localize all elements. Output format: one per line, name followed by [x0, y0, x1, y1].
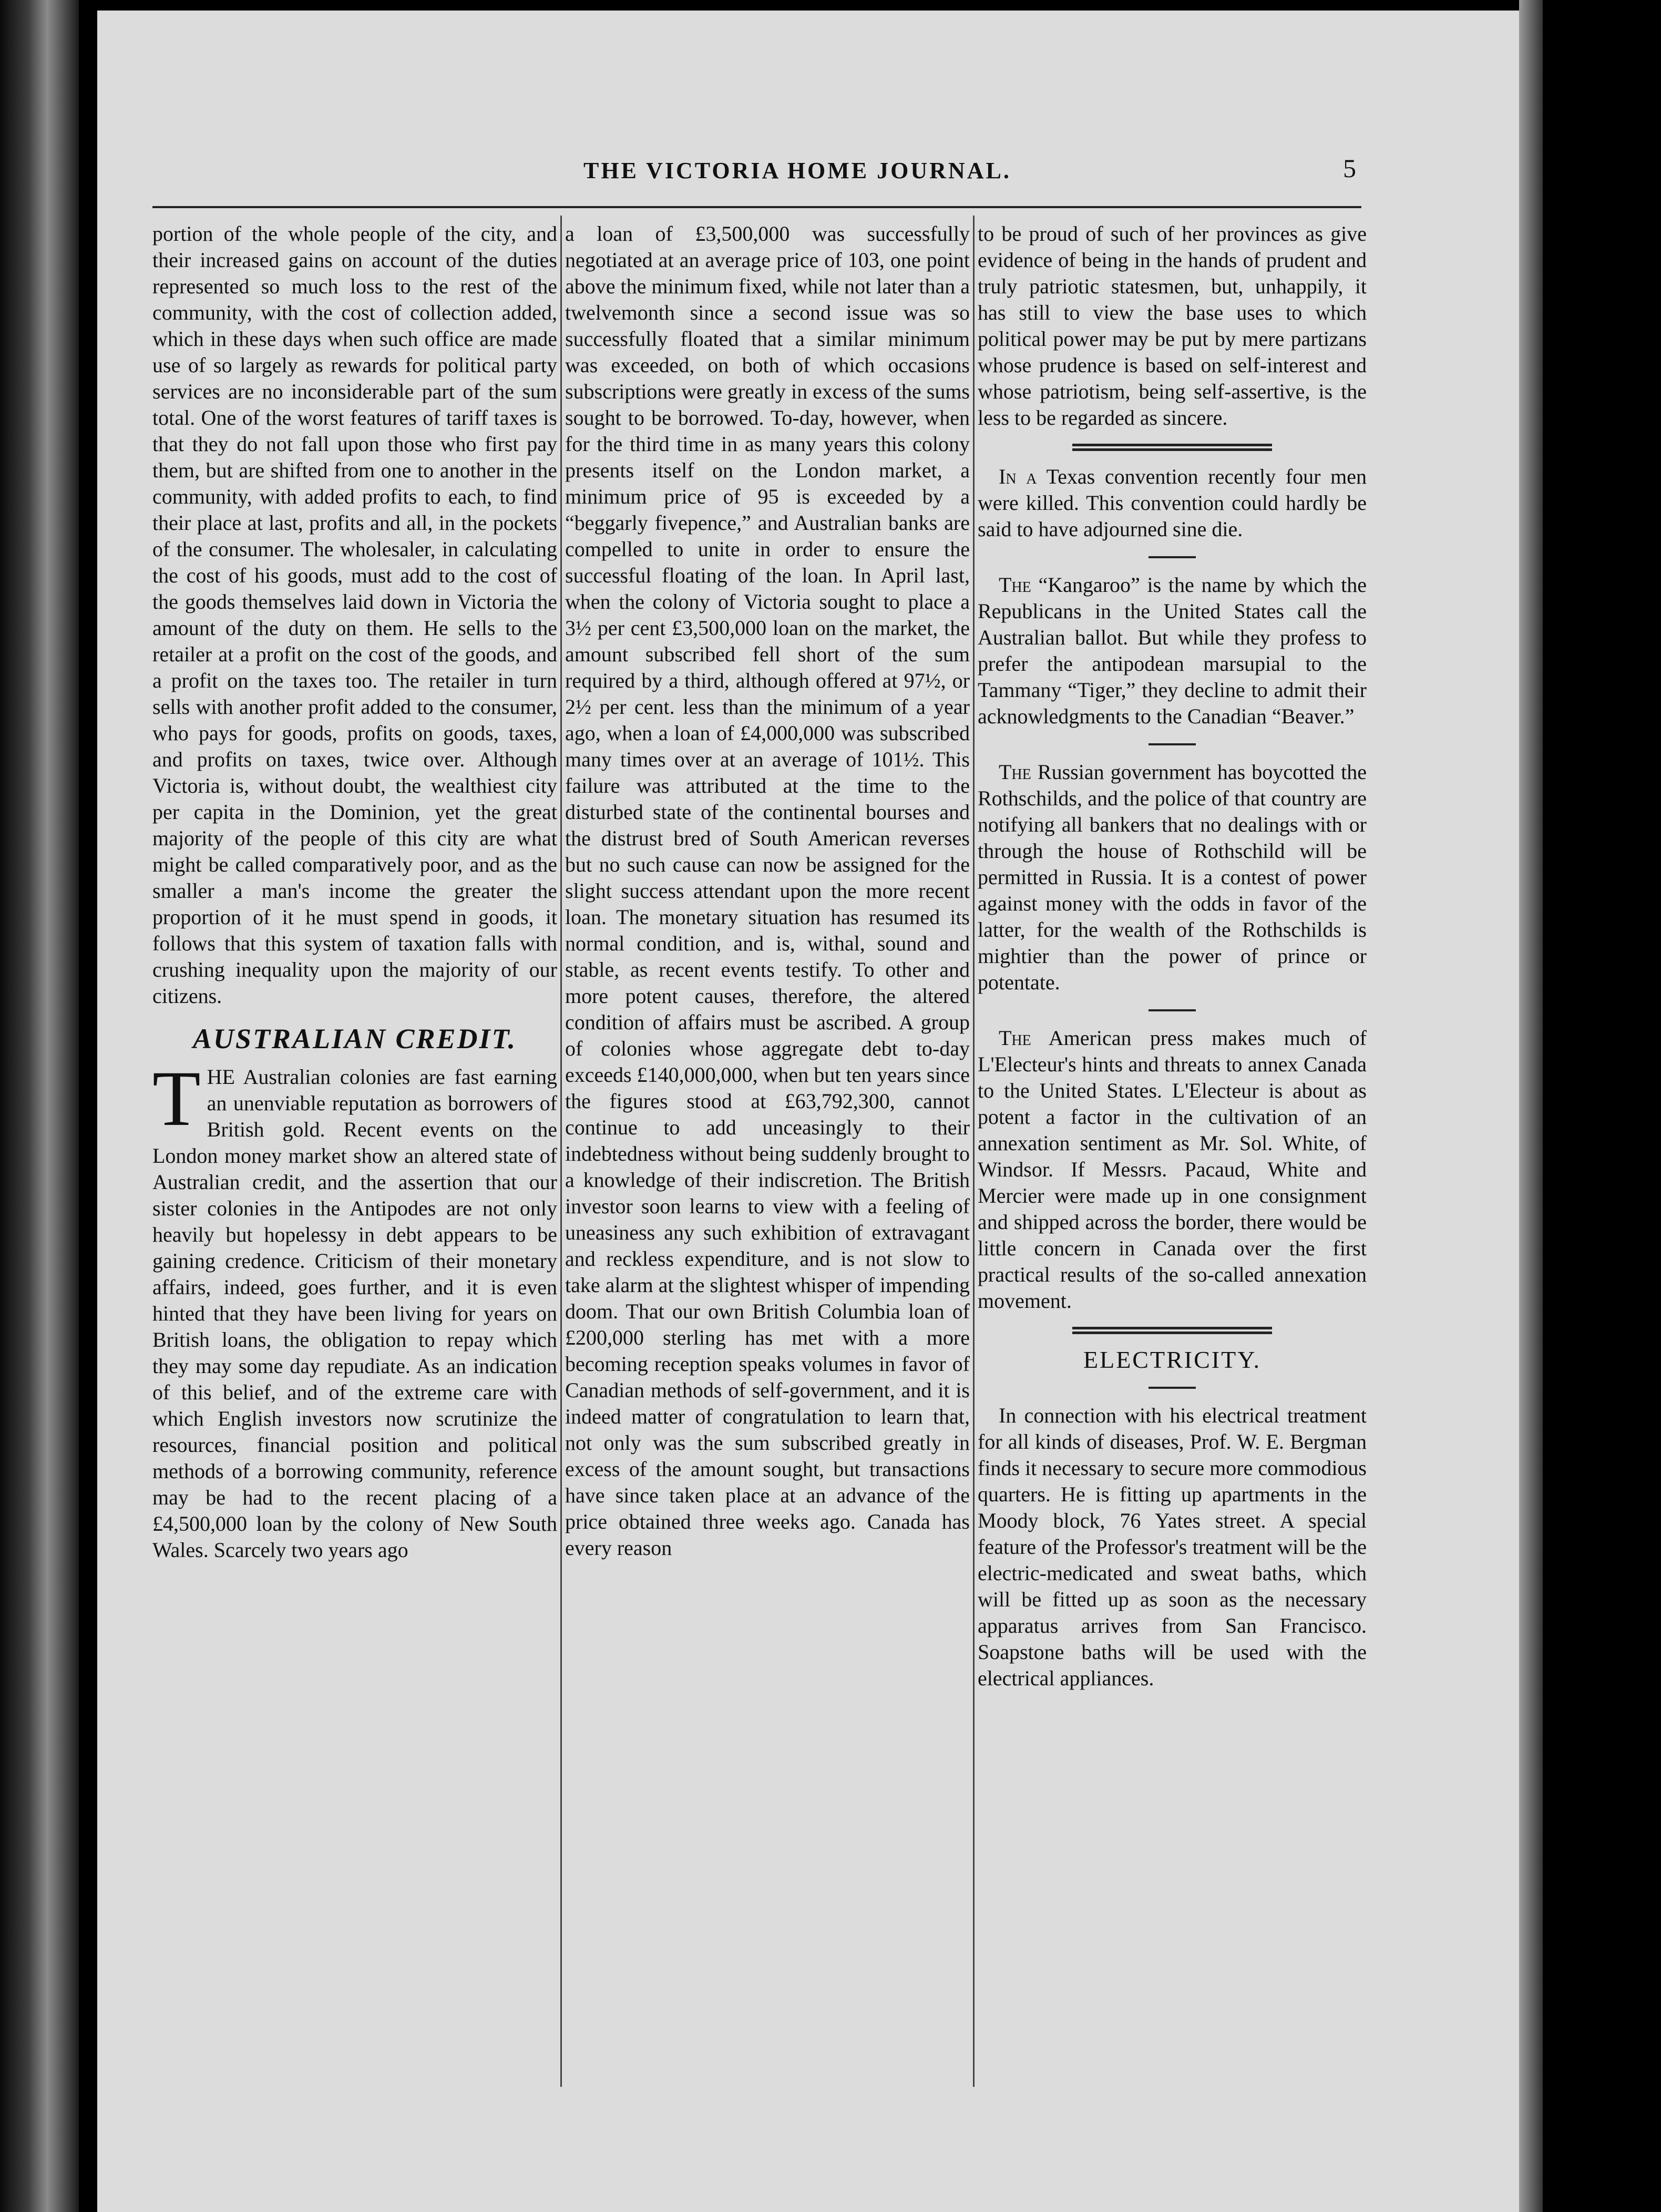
article-text: [152, 1055, 557, 1563]
article-text: In connection with his electrical treatment for all kinds of diseases, Prof. W. E. Bergman finds it necessary to secure more commodious quarters. He is fitting up apartments in the Moody block, 76 Yates street. A special feature of the Professor's treatment will be the electric-medicated and sweat baths, which will be fitted up as soon as the necessary apparatus arrives from San Francisco. Soapstone baths will be used with the electrical appliances.: [978, 1404, 1367, 1690]
book-edge: [1519, 0, 1543, 2212]
news-text: American press makes much of L'Electeur's hints and threats to annex Canada to the United States. L'Electeur is about as potent a factor in the cultivation of an annexation sentiment as Mr. Sol. White, of Windsor. If Messrs. Pacaud, White and Mercier were made up in one consignment and shipped across the border, there would be little concern in Canada over the first practical results of the so-called annexation movement.: [978, 1026, 1367, 1313]
lead-word: The: [999, 1026, 1031, 1050]
news-item: [978, 464, 1367, 542]
news-item: [978, 572, 1367, 730]
header-rule: [152, 206, 1361, 208]
article-headline: AUSTRALIAN CREDIT.: [192, 1023, 517, 1054]
section-rule: [1072, 1327, 1272, 1334]
journal-title: THE VICTORIA HOME JOURNAL.: [583, 158, 1011, 183]
news-text: “Kangaroo” is the name by which the Republicans in the United States call the Australian ballot. But while they profess to prefer the antipodean marsupial to the Tammany “Tiger,” they decline to admit their acknowledgments to the Canadian “Beaver.”: [978, 573, 1367, 728]
column-1: [152, 221, 557, 2092]
column-3: [978, 221, 1367, 2092]
article-body: HE Australian colonies are fast earning an unenviable reputation as borrowers of British gold. Recent events on the London money market show an altered state of Australian credit, and the assertion that our sister colonies in the Antipodes are not only heavily but hopelessy in debt appears to be gaining credence. Criticism of their monetary affairs, indeed, goes further, and it is even hinted that they have been living for years on British loans, the obligation to repay which they may some day repudiate. As an indication of this belief, and of the extreme care with which English investors now scrutinize the resources, financial position and political methods of a borrowing community, reference may be had to the recent placing of a £4,500,000 loan by the colony of New South Wales. Scarcely two years ago: [152, 1065, 557, 1562]
lead-word: In a: [999, 465, 1037, 488]
column-divider: [560, 216, 562, 2087]
item-separator: [1149, 1387, 1196, 1389]
news-text: Russian government has boycotted the Rothschilds, and the police of that country are notifying all bankers that no dealings with or through the house of Rothschild will be permitted in Russia. It is a contest of power against money with the odds in favor of the latter, for the wealth of the Rothschilds is mightier than the power of prince or potentate.: [978, 760, 1367, 994]
news-text: Texas convention recently four men were killed. This convention could hardly be said to have adjourned sine die.: [978, 465, 1367, 541]
article-text: portion of the whole people of the city, and their increased gains on account of the duties represented so much loss to the rest of the community, with the cost of collection added, which in these days when such office are made use of so largely as rewards for political party services are no inconsiderable part of the sum total. One of the worst features of tariff taxes is that they do not fall upon those who first pay them, but are shifted from one to another in the community, with added profits to each, to find their place at last, profits and all, in the pockets of the consumer. The wholesaler, in calculating the cost of his goods, must add to the cost of the goods themselves laid down in Victoria the amount of the duty on them. He sells to the retailer at a profit on the cost of the goods, and a profit on the taxes too. The retailer in turn sells with another profit added to the consumer, who pays for goods, profits on goods, taxes, and profits on taxes, twice over. Although Victoria is, without doubt, the wealthiest city per capita in the Dominion, yet the great majority of the people of this city are what might be called comparatively poor, and as the smaller a man's income the greater the proportion of it he must spend in goods, it follows that this system of taxation falls with crushing inequality upon the majority of our citizens.: [152, 222, 557, 1008]
page-number: 5: [1343, 153, 1356, 183]
section-rule: [1072, 444, 1272, 451]
lead-word: The: [999, 760, 1031, 784]
article-headline: ELECTRICITY.: [1083, 1346, 1261, 1373]
drop-cap: T: [152, 1055, 201, 1142]
news-item: [978, 759, 1367, 996]
article-text: a loan of £3,500,000 was successfully negotiated at an average price of 103, one point above the minimum fixed, while not later than a twelvemonth since a second issue was so successfully floated that a similar minimum was exceeded, on both of which occasions subscriptions were greatly in excess of the sums sought to be borrowed. To-day, however, when for the third time in as many years this colony presents itself on the London market, a minimum price of 95 is exceeded by a “beggarly fivepence,” and Australian banks are compelled to unite in order to ensure the successful floating of the loan. In April last, when the colony of Victoria sought to place a 3½ per cent £3,500,000 loan on the market, the amount subscribed fell short of the sum required by a third, although offered at 97½, or 2½ per cent. less than the minimum of a year ago, when a loan of £4,000,000 was subscribed many times over at an average of 101½. This failure was attributed at the time to the disturbed state of the continental bourses and the distrust bred of South American reverses but no such cause can now be assigned for the slight success attendant upon the more recent loan. The monetary situation has resumed its normal condition, and is, withal, sound and stable, as recent events testify. To other and more potent causes, therefore, the altered condition of affairs must be ascribed. A group of colonies whose aggregate debt to-day exceeds £140,000,000, when but ten years since the figures stood at £63,792,300, cannot continue to add unceasingly to their indebtedness without being suddenly brought to a knowledge of their indiscretion. The British investor soon learns to view with a feeling of uneasiness any such exhibition of extravagant and reckless expenditure, and is not slow to take alarm at the slightest whisper of impending doom. That our own British Columbia loan of £200,000 sterling has met with a more becoming reception speaks volumes in favor of Canadian methods of self-government, and it is indeed matter of congratulation to learn that, not only was the sum subscribed greatly in excess of the amount sought, but transactions have since taken place at an advance of the price obtained three weeks ago. Canada has every reason: [565, 222, 970, 1560]
news-item: [978, 1025, 1367, 1314]
previous-page-edge: [0, 0, 79, 2212]
item-separator: [1149, 556, 1196, 558]
item-separator: [1149, 743, 1196, 745]
column-divider: [973, 216, 975, 2087]
article-text: to be proud of such of her provinces as give evidence of being in the hands of prudent and truly patriotic statesmen, but, unhappily, it has still to view the base uses to which political power may be put by mere partizans whose prudence is based on self-interest and whose patriotism, being self-assertive, is the less to be regarded as sincere.: [978, 222, 1367, 429]
item-separator: [1149, 1009, 1196, 1011]
lead-word: The: [999, 573, 1031, 597]
column-2: [565, 221, 970, 2092]
